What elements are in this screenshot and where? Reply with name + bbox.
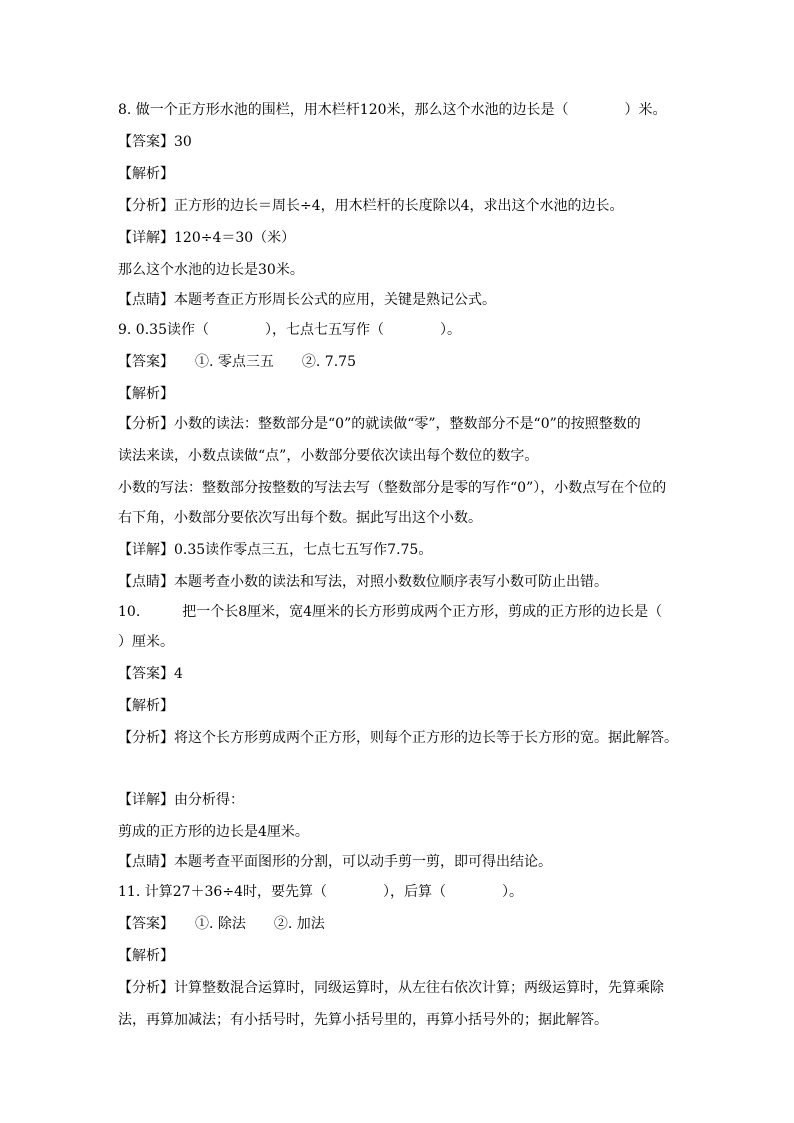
answer-8: 【答案】30 <box>118 134 192 150</box>
comment-10: 【点睛】本题考查平面图形的分割，可以动手剪一剪，即可得出结论。 <box>118 854 552 870</box>
question-10-text: 10. 把一个长8厘米，宽4厘米的长方形剪成两个正方形，剪成的正方形的边长是（ <box>118 604 663 620</box>
analysis-8: 【分析】正方形的边长＝周长÷4，用木栏杆的长度除以4，求出这个水池的边长。 <box>118 198 624 214</box>
question-9-text: 9. 0.35读作（ ），七点七五写作（ ）。 <box>118 322 461 338</box>
analysis-11-line-1: 【分析】计算整数混合运算时，同级运算时，从左往右依次计算；两级运算时，先算乘除 <box>118 980 664 996</box>
answer-11: 【答案】 ①. 除法 ②. 加法 <box>118 916 325 932</box>
question-8-text: 8. 做一个正方形水池的围栏，用木栏杆120米，那么这个水池的边长是（ ）米。 <box>118 102 667 118</box>
answer-9: 【答案】 ①. 零点三五 ②. 7.75 <box>118 354 356 370</box>
analysis-heading-10: 【解析】 <box>118 698 174 714</box>
detail-8-conclusion: 那么这个水池的边长是30米。 <box>118 262 304 278</box>
question-10-text-cont: ）厘米。 <box>118 634 174 650</box>
detail-8: 【详解】120÷4＝30（米） <box>118 230 296 246</box>
answer-10: 【答案】4 <box>118 666 183 682</box>
comment-9: 【点睛】本题考查小数的读法和写法，对照小数数位顺序表写小数可防止出错。 <box>118 574 608 590</box>
comment-8: 【点睛】本题考查正方形周长公式的应用，关键是熟记公式。 <box>118 292 496 308</box>
detail-9: 【详解】0.35读作零点三五，七点七五写作7.75。 <box>118 542 433 558</box>
analysis-9-line-4: 右下角，小数部分要依次写出每个数。据此写出这个小数。 <box>118 510 482 526</box>
question-11-text: 11. 计算27＋36÷4时，要先算（ ），后算（ ）。 <box>118 884 523 900</box>
analysis-9-line-3: 小数的写法：整数部分按整数的写法去写（整数部分是零的写作“0”），小数点写在个位的 <box>118 480 667 496</box>
detail-10: 【详解】由分析得： <box>118 792 244 808</box>
analysis-10: 【分析】将这个长方形剪成两个正方形，则每个正方形的边长等于长方形的宽。据此解答。 <box>118 730 678 746</box>
analysis-11-line-2: 法，再算加减法；有小括号时，先算小括号里的，再算小括号外的；据此解答。 <box>118 1012 608 1028</box>
analysis-9-line-2: 读法来读，小数点读做“点”，小数部分要依次读出每个数位的数字。 <box>118 448 539 464</box>
analysis-heading-8: 【解析】 <box>118 166 174 182</box>
detail-10-conclusion: 剪成的正方形的边长是4厘米。 <box>118 824 309 840</box>
analysis-heading-11: 【解析】 <box>118 948 174 964</box>
analysis-heading-9: 【解析】 <box>118 386 174 402</box>
analysis-9-line-1: 【分析】小数的读法：整数部分是“0”的就读做“零”，整数部分不是“0”的按照整数的 <box>118 416 641 432</box>
